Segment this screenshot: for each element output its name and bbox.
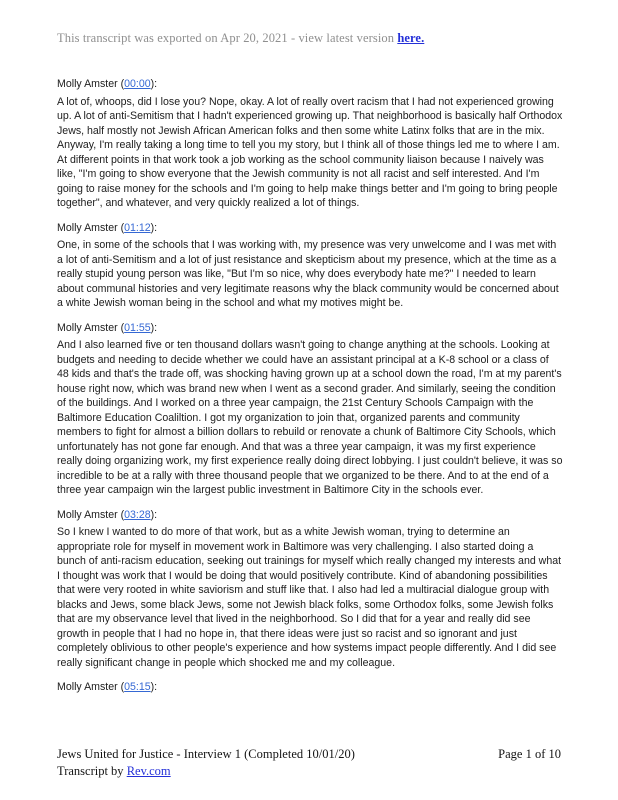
speaker-line bbox=[57, 680, 563, 695]
export-notice bbox=[57, 31, 561, 46]
paren-close: ): bbox=[150, 78, 158, 90]
speaker-line bbox=[57, 221, 563, 236]
rev-com-link[interactable]: Rev.com bbox=[126, 763, 171, 778]
paren-close: ): bbox=[150, 508, 158, 521]
transcript-segment bbox=[57, 680, 563, 695]
transcript-segment bbox=[57, 508, 563, 671]
paren-open: ( bbox=[117, 321, 125, 334]
timestamp-link[interactable]: 05:15 bbox=[124, 681, 151, 693]
transcript-segment bbox=[57, 221, 563, 311]
paren-open: ( bbox=[117, 508, 125, 521]
transcript-by-label: Transcript by bbox=[57, 763, 127, 778]
export-notice-text: This transcript was exported on Apr 20, 2021 - view latest version bbox=[57, 31, 398, 45]
paren-close: ): bbox=[150, 681, 158, 693]
timestamp-link[interactable]: 03:28 bbox=[124, 508, 151, 521]
paren-close: ): bbox=[150, 321, 158, 334]
transcript-paragraph: So I knew I wanted to do more of that work, but as a white Jewish woman, trying to determine an appropriate role for myself in movement work in Baltimore was very challenging. I also started doing a bunch of anti-racism education, seeking out trainings for myself which really changed my interests and what I thought was work that I would be doing that would positively contribute. Kind of abandoning possibilities that were very rooted in white saviorism and stuff like that. I also had led a multiracial dialogue group with blacks and Jews, some black Jews, some not Jewish black folks, some Orthodox folks, some Jewish folks that are my observance level that lived in the neighborhood. So I did that for a year and really did see growth in people that I had no hope in, that there ideas were just so racist and so ignorant and just completely oblivious to other people's experience and how systems impact people differently. And I did see really significant change in people which shocked me and my colleague. bbox=[57, 526, 562, 669]
timestamp-link[interactable]: 01:12 bbox=[124, 221, 151, 234]
speaker-name: Molly Amster bbox=[57, 78, 118, 90]
timestamp-link[interactable]: 00:00 bbox=[124, 78, 151, 90]
transcript-segment bbox=[57, 77, 563, 211]
speaker-line bbox=[57, 77, 563, 92]
speaker-line bbox=[57, 321, 563, 336]
speaker-name: Molly Amster bbox=[57, 681, 118, 693]
paren-open: ( bbox=[117, 78, 125, 90]
footer-title-row bbox=[57, 746, 561, 763]
paren-open: ( bbox=[117, 221, 125, 234]
transcript-body bbox=[57, 77, 563, 705]
view-latest-version-link[interactable]: here. bbox=[397, 31, 425, 45]
footer-credit-row bbox=[57, 763, 561, 780]
speaker-name: Molly Amster bbox=[57, 321, 118, 334]
speaker-name: Molly Amster bbox=[57, 221, 118, 234]
transcript-segment bbox=[57, 321, 563, 498]
transcript-paragraph: One, in some of the schools that I was working with, my presence was very unwelcome and I was met with a lot of anti-Semitism and a lot of just resistance and skepticism about my presence, which at the time as a really stupid young person was like, "But I'm so nice, why does everybody hate me?" I needed to learn about communal histories and very legitimate reasons why the black community would be concerned about a white Jewish woman being in the school and what my motives might be. bbox=[57, 239, 559, 309]
page-footer bbox=[57, 746, 561, 779]
paren-close: ): bbox=[150, 221, 158, 234]
timestamp-link[interactable]: 01:55 bbox=[124, 321, 151, 334]
speaker-line bbox=[57, 508, 563, 523]
transcript-paragraph: And I also learned five or ten thousand dollars wasn't going to change anything at the schools. Looking at budgets and needing to decide whether we could have an assistant principal at a K-8 school or a class of 48 kids and that's the trade off, was shocking having grown up at a school down the road, I'm at my parent's house right now, which was brand new when I went as a second grader. And similarly, seeing the condition of the buildings. And I worked on a three year campaign, the 21st Century Schools Campaign with the Baltimore Education Coaliltion. I got my organization to join that, organized parents and community members to fight for almost a billion dollars to rebuild or renovate a chunk of Baltimore City Schools, which unfortunately has not gone far enough. And that was a three year campaign, it was my first experience really doing organizing work, my first experience really doing direct lobbying. I just couldn't believe, it was so incredible to be at a rally with three thousand people that we organized to be there. And to at the end of a three year campaign win the largest public investment in Baltimore City in the schools ever. bbox=[57, 339, 563, 496]
transcript-paragraph: A lot of, whoops, did I lose you? Nope, okay. A lot of really overt racism that I had not experienced growing up. A lot of anti-Semitism that I hadn't experienced growing up. That neighborhood is basically half Orthodox Jews, half mostly not Jewish African American folks and then some white Latinx folks that are in the mix. Anyway, I'm really taking a long time to tell you my story, but I think all of those things led me to where I am. At different points in that work took a job working as the school community liaison because I naively was like, "I'm going to show everyone that the Jewish community is not all racist and self interested. And I'm going to raise money for the schools and I'm going to help make things better and I'm going to bring people together", and whatever, and very quickly realized a lot of things. bbox=[57, 95, 563, 209]
document-title: Jews United for Justice - Interview 1 (Completed 10/01/20) bbox=[57, 747, 355, 761]
page-number: Page 1 of 10 bbox=[498, 747, 561, 761]
speaker-name: Molly Amster bbox=[57, 508, 118, 521]
paren-open: ( bbox=[117, 681, 125, 693]
